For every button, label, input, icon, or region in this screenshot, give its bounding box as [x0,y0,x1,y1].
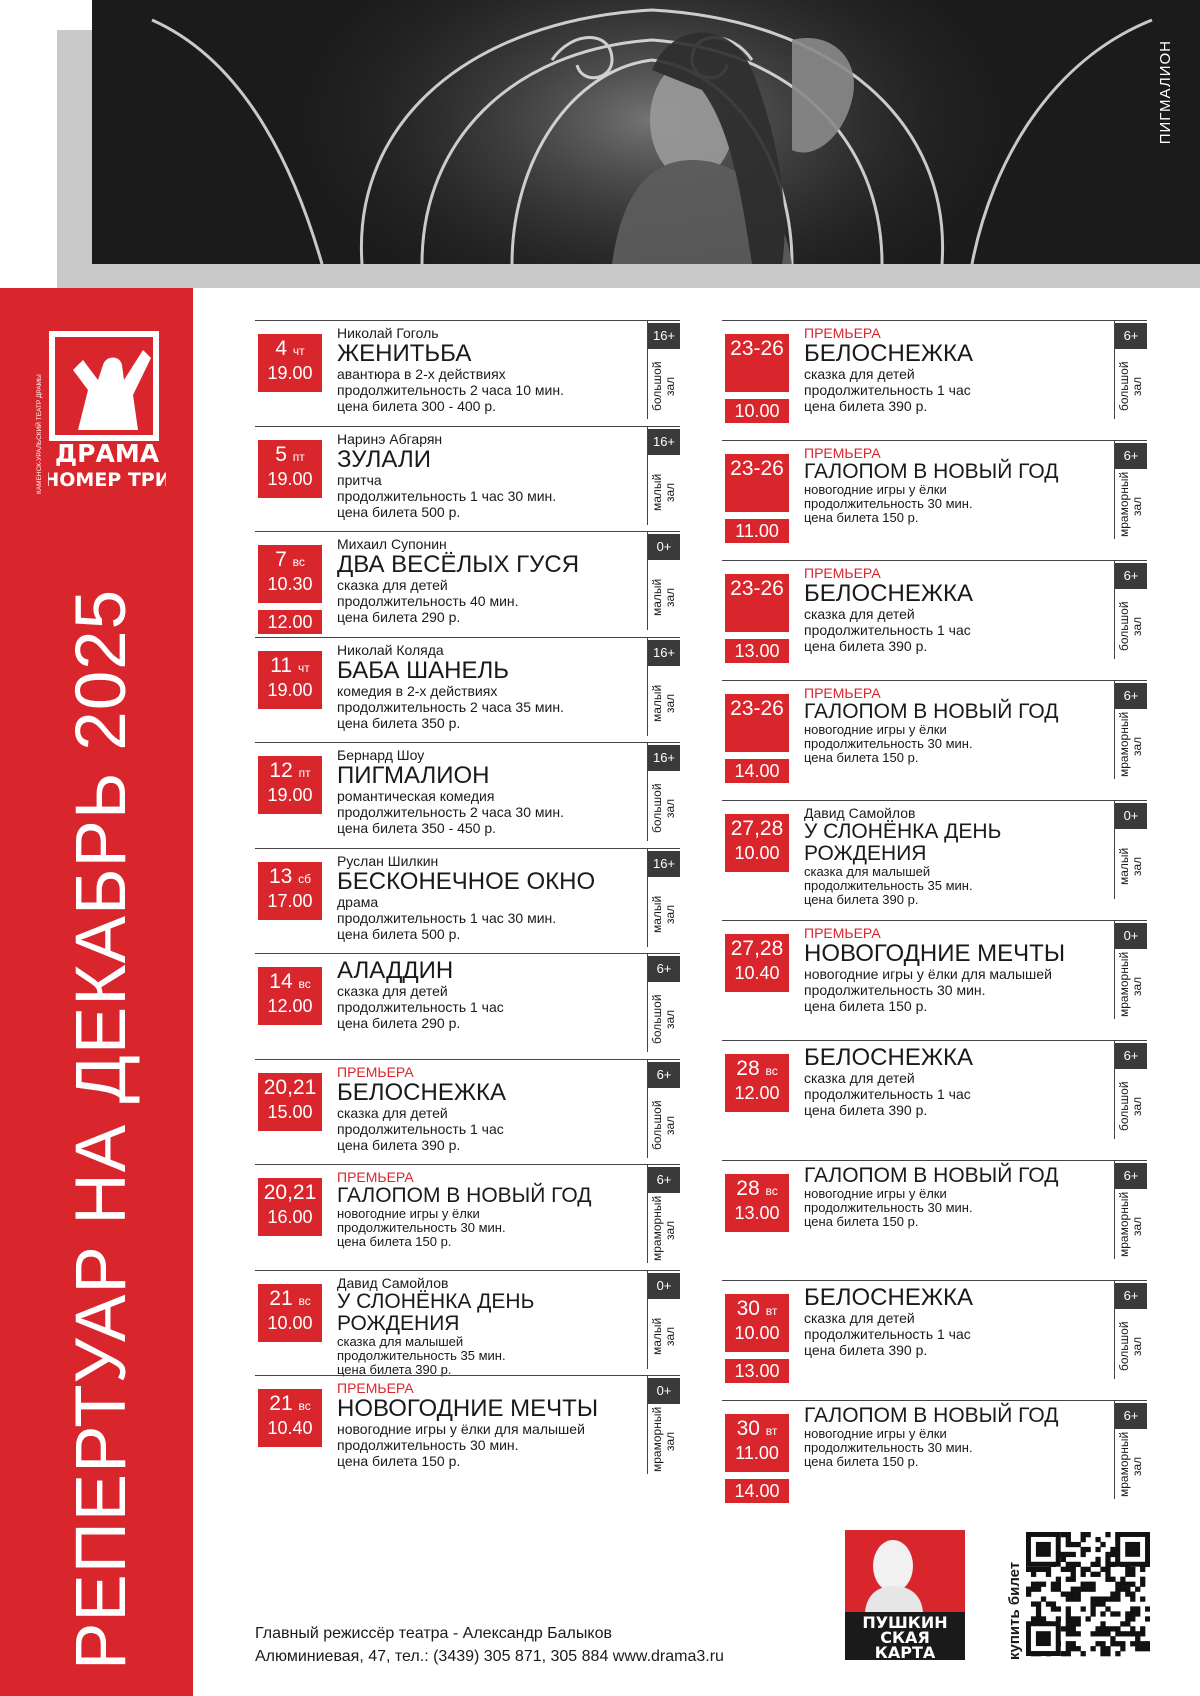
entry-side [647,743,680,841]
date-box [258,862,322,920]
entry-price: цена билета 390 р. [804,892,919,907]
entry-title: ПИГМАЛИОН [337,762,490,789]
entry-text [804,445,1094,525]
entry-text [804,1285,1094,1358]
entry-time-extra: 12.00 [258,610,322,634]
page-title: РЕПЕРТУАР НА ДЕКАБРЬ 2025 [62,588,141,1670]
date-box [258,967,322,1025]
entry-side [647,638,680,736]
entry-price: цена билета 300 - 400 р. [337,398,497,414]
age-badge: 0+ [648,1273,680,1299]
age-badge: 6+ [1115,1163,1147,1189]
entry-side [647,1271,680,1369]
entry-genre: сказка для детей [804,1070,915,1086]
entry-time-extra: 13.00 [725,639,789,663]
entry-title: НОВОГОДНИЕ МЕЧТЫ [804,940,1066,967]
hall-label: большой зал [650,1099,677,1150]
schedule-entry [255,426,680,525]
entry-duration: продолжительность 35 мин. [804,878,973,893]
entry-side [1114,321,1147,419]
entry-time: 11.00 [735,1443,779,1463]
entry-title: БЕЛОСНЕЖКА [337,1078,506,1106]
entry-date: 14 вс [269,970,311,993]
entry-date: 13 сб [268,864,312,888]
entry-price: цена билета 390 р. [337,1136,461,1153]
qr-code[interactable] [1026,1532,1150,1658]
entry-side [1114,1281,1147,1379]
age-badge: 0+ [1115,803,1147,829]
entry-text [337,536,627,625]
theatre-logo [48,330,166,490]
date-box [258,545,322,603]
age-badge: 6+ [1115,1283,1147,1309]
entry-duration: продолжительность 1 час [804,382,971,398]
entry-time: 12.00 [267,996,313,1016]
age-badge: 16+ [648,429,680,455]
date-box [258,334,322,392]
entry-genre: новогодние игры у ёлки [804,1186,947,1201]
entry-text [804,925,1094,1014]
entry-date: 4 чт [275,337,305,360]
entry-duration: продолжительность 30 мин. [804,736,973,751]
entry-genre: новогодние игры у ёлки [804,482,947,497]
entry-date: 27,28 [730,817,784,840]
footer [255,1622,724,1668]
schedule-entry [255,637,680,736]
entry-title: ГАЛОПОМ В НОВЫЙ ГОД [804,1164,1059,1187]
entry-title: БЕЛОСНЕЖКА [804,340,973,367]
entry-price: цена билета 390 р. [804,1342,928,1358]
schedule-entry [722,1160,1147,1259]
entry-side [647,1376,680,1474]
entry-time-extra: 14.00 [725,1479,789,1503]
entry-date: 12 пт [269,759,311,782]
entry-genre: новогодние игры у ёлки для малышей [804,966,1052,982]
entry-genre: сказка для детей [804,366,915,382]
date-box [258,651,322,709]
pushkin-line1: ПУШКИН [862,1613,948,1632]
date-box [725,1054,789,1112]
entry-genre: сказка для детей [804,1310,915,1326]
entry-time-extra: 14.00 [725,759,789,783]
entry-genre: новогодние игры у ёлки [337,1206,480,1221]
entry-text [337,1275,627,1377]
entry-time: 19.00 [267,468,313,489]
entry-side [647,532,680,630]
hall-label: мраморный зал [1117,1431,1144,1497]
age-badge: 6+ [1115,563,1147,589]
entry-genre: романтическая комедия [337,788,495,804]
entry-side [647,849,680,947]
qr-graphic [1026,1532,1150,1658]
entry-genre: сказка для детей [337,1104,448,1121]
entry-price: цена билета 350 - 450 р. [337,820,497,836]
entry-price: цена билета 150 р. [804,750,919,765]
entry-title: ДВА ВЕСЁЛЫХ ГУСЯ [337,551,580,578]
entry-text [337,1169,627,1249]
hall-label: мраморный зал [1117,1191,1144,1257]
entry-price: цена билета 390 р. [804,1102,928,1118]
date-box [725,574,789,632]
schedule-entry [722,1280,1147,1379]
entry-date: 21 вс [269,1286,311,1310]
date-box [258,1389,322,1447]
date-box [725,1414,789,1472]
entry-title: У СЛОНЁНКА ДЕНЬ РОЖДЕНИЯ [337,1289,535,1335]
footer-director: Главный режиссёр театра - Александр Балыков [255,1625,612,1642]
schedule-entry [255,953,680,1052]
premiere-label: ПРЕМЬЕРА [804,325,881,341]
premiere-label: ПРЕМЬЕРА [804,565,881,581]
entry-text [337,958,627,1031]
entry-text [804,325,1094,414]
hall-label: мраморный зал [650,1195,677,1261]
entry-duration: продолжительность 40 мин. [337,593,519,609]
age-badge: 6+ [648,956,680,982]
schedule-entry [722,560,1147,659]
pushkin-card-graphic [845,1530,965,1660]
premiere-label: ПРЕМЬЕРА [804,445,881,461]
entry-price: цена билета 350 р. [337,714,461,731]
entry-text [337,642,627,731]
entry-title: ГАЛОПОМ В НОВЫЙ ГОД [337,1184,592,1207]
entry-text [337,853,627,942]
entry-time: 10.00 [734,843,780,863]
entry-time: 10.40 [267,1418,313,1438]
entry-duration: продолжительность 1 час [804,1086,971,1102]
entry-text [337,431,627,520]
date-box [725,1294,789,1352]
photo-illustration [92,0,1200,264]
date-box [725,814,789,872]
entry-title: АЛАДДИН [337,957,454,984]
entry-date: 23-26 [730,457,784,480]
hall-label: большой зал [1117,361,1144,411]
entry-duration: продолжительность 1 час [337,1120,504,1137]
entry-price: цена билета 150 р. [804,510,919,525]
schedule-entry [255,1164,680,1263]
entry-text [337,747,627,836]
entry-time: 16.00 [267,1207,313,1227]
entry-date: 5 пт [275,442,305,466]
entry-side [647,1060,680,1158]
premiere-label: ПРЕМЬЕРА [337,1169,414,1185]
age-badge: 6+ [648,1167,680,1193]
hall-label: большой зал [650,994,677,1044]
entry-text [804,1405,1094,1469]
entry-title: БЕЛОСНЕЖКА [804,1284,973,1311]
hall-label: малый зал [650,683,677,722]
entry-duration: продолжительность 1 час [804,1326,971,1342]
date-box [725,1174,789,1232]
entry-duration: продолжительность 30 мин. [804,1200,973,1215]
date-box [725,454,789,512]
entry-date: 11 чт [270,653,310,677]
entry-title: ГАЛОПОМ В НОВЫЙ ГОД [804,700,1059,723]
entry-date: 23-26 [730,577,784,600]
age-badge: 16+ [648,640,680,666]
date-box [258,756,322,814]
entry-side [1114,1041,1147,1139]
schedule-entry [255,848,680,947]
entry-text [804,805,1094,907]
entry-genre: сказка для детей [804,606,915,622]
entry-time: 10.00 [267,1312,313,1333]
logo-mark [48,330,166,490]
entry-duration: продолжительность 2 часа 10 мин. [337,382,564,398]
entry-side [647,1165,680,1263]
entry-genre: авантюра в 2-х действиях [337,366,506,382]
entry-time: 19.00 [267,785,313,805]
schedule-entry [255,1059,680,1158]
entry-duration: продолжительность 2 часа 35 мин. [337,698,564,715]
hall-label: малый зал [1117,847,1144,885]
entry-time: 19.00 [267,679,313,700]
entry-duration: продолжительность 1 час [337,999,504,1015]
entry-time: 19.00 [267,363,313,383]
entry-genre: сказка для детей [337,983,448,999]
entry-side [647,321,680,419]
schedule-entry [722,680,1147,779]
schedule-entry [722,1040,1147,1139]
pushkin-line2: СКАЯ [880,1628,930,1647]
hall-label: большой зал [1117,1081,1144,1131]
entry-date: 28 вс [736,1057,778,1080]
schedule-entry [722,320,1147,419]
entry-author: Николай Гоголь [337,325,439,341]
entry-genre: сказка для малышей [337,1333,464,1349]
entry-time-extra: 11.00 [725,519,789,543]
hall-label: мраморный зал [650,1406,677,1472]
age-badge: 0+ [648,534,680,560]
age-badge: 6+ [1115,443,1147,469]
age-badge: 16+ [648,323,680,349]
age-badge: 6+ [1115,1403,1147,1429]
entry-side [1114,441,1147,539]
entry-price: цена билета 500 р. [337,925,461,942]
hall-label: большой зал [1117,601,1144,651]
entry-title: ЗУЛАЛИ [337,445,431,473]
entry-side [1114,681,1147,779]
age-badge: 6+ [1115,323,1147,349]
entry-author: Михаил Супонин [337,536,447,552]
entry-side [1114,561,1147,659]
pushkin-card-logo[interactable] [845,1530,965,1660]
logo-side-text: КАМЕНСК-УРАЛЬСКИЙ ТЕАТР ДРАМЫ [36,374,43,494]
entry-genre: комедия в 2-х действиях [337,682,498,699]
date-box [725,334,789,392]
entry-genre: новогодние игры у ёлки [804,1426,947,1441]
age-badge: 16+ [648,851,680,877]
hall-label: малый зал [650,578,677,616]
entry-price: цена билета 290 р. [337,609,461,625]
entry-time-extra: 10.00 [725,399,789,423]
date-box [258,1284,322,1342]
hall-label: малый зал [650,1316,677,1355]
age-badge: 6+ [648,1062,680,1088]
age-badge: 0+ [1115,923,1147,949]
date-box [725,694,789,752]
age-badge: 0+ [648,1378,680,1404]
entry-genre: новогодние игры у ёлки [804,722,947,737]
hall-label: мраморный зал [1117,471,1144,537]
age-badge: 6+ [1115,683,1147,709]
hall-label: малый зал [650,472,677,511]
hall-label: большой зал [650,783,677,833]
entry-side [647,427,680,525]
logo-line1: ДРАМА [54,439,160,468]
photo-caption: ПИГМАЛИОН [1157,40,1174,145]
date-box [258,440,322,498]
entry-duration: продолжительность 35 мин. [337,1347,506,1363]
entry-side [1114,1161,1147,1259]
entry-title: НОВОГОДНИЕ МЕЧТЫ [337,1395,599,1422]
entry-date: 28 вс [736,1177,778,1200]
entry-time: 17.00 [267,890,313,911]
entry-side [647,954,680,1052]
schedule-entry [722,800,1147,907]
hall-label: большой зал [650,361,677,411]
entry-side [1114,801,1147,899]
entry-price: цена билета 390 р. [804,638,928,654]
entry-genre: сказка для малышей [804,864,931,879]
entry-genre: сказка для детей [337,577,448,593]
entry-author: Давид Самойлов [804,805,916,821]
entry-title: ГАЛОПОМ В НОВЫЙ ГОД [804,460,1059,483]
hall-label: большой зал [1117,1321,1144,1371]
entry-author: Давид Самойлов [337,1274,449,1291]
entry-time-extra: 13.00 [725,1359,789,1383]
buy-ticket-label: купить билет [1006,1561,1023,1660]
entry-title: БЕСКОНЕЧНОЕ ОКНО [337,867,596,895]
entry-duration: продолжительность 30 мин. [804,1440,973,1455]
entry-genre: притча [337,471,382,488]
entry-text [337,325,627,414]
entry-text [804,565,1094,654]
entry-author: Бернард Шоу [337,747,425,763]
hall-label: мраморный зал [1117,951,1144,1017]
entry-author: Николай Коляда [337,641,444,658]
entry-price: цена билета 390 р. [804,398,928,414]
entry-price: цена билета 150 р. [804,1214,919,1229]
entry-side [1114,921,1147,1019]
entry-title: БЕЛОСНЕЖКА [804,1044,973,1071]
entry-text [337,1380,627,1469]
entry-duration: продолжительность 1 час 30 мин. [337,909,557,926]
entry-price: цена билета 150 р. [337,1234,452,1249]
entry-text [337,1064,627,1153]
premiere-label: ПРЕМЬЕРА [337,1380,414,1396]
entry-side [1114,1401,1147,1499]
entry-date: 7 вс [275,548,305,571]
hall-label: мраморный зал [1117,711,1144,777]
entry-date: 23-26 [730,337,784,360]
entry-text [804,1045,1094,1118]
schedule-entry [255,742,680,841]
entry-time: 15.00 [267,1101,313,1122]
entry-author: Руслан Шилкин [337,852,439,869]
entry-duration: продолжительность 1 час 30 мин. [337,487,557,504]
entry-genre: драма [337,893,379,910]
entry-title: ЖЕНИТЬБА [337,340,472,367]
entry-date: 21 вс [269,1392,311,1415]
entry-date: 27,28 [730,937,784,960]
entry-price: цена билета 150 р. [337,1453,461,1469]
entry-duration: продолжительность 30 мин. [804,496,973,511]
premiere-label: ПРЕМЬЕРА [804,925,881,941]
schedule-entry [722,440,1147,539]
entry-price: цена билета 290 р. [337,1015,461,1031]
header-photo [92,0,1200,264]
footer-address: Алюминиевая, 47, тел.: (3439) 305 871, 305 884 www.drama3.ru [255,1648,724,1665]
entry-price: цена билета 500 р. [337,503,461,520]
logo-line2: НОМЕР ТРИ [48,469,166,490]
age-badge: 6+ [1115,1043,1147,1069]
entry-author: Наринэ Абгарян [337,430,443,447]
schedule-entry [255,320,680,419]
schedule-entry [255,1270,680,1377]
date-box [258,1073,322,1131]
entry-title: ГАЛОПОМ В НОВЫЙ ГОД [804,1404,1059,1427]
hall-label: малый зал [650,894,677,933]
entry-duration: продолжительность 1 час [804,622,971,638]
entry-price: цена билета 390 р. [337,1361,452,1377]
age-badge: 16+ [648,745,680,771]
entry-time: 12.00 [734,1083,780,1103]
entry-text [804,685,1094,765]
entry-title: БАБА ШАНЕЛЬ [337,656,509,684]
entry-date: 23-26 [730,697,784,720]
entry-time: 10.00 [734,1323,780,1343]
entry-time: 13.00 [734,1203,780,1223]
entry-price: цена билета 150 р. [804,998,928,1014]
entry-duration: продолжительность 30 мин. [337,1437,519,1453]
schedule-entry [255,531,680,630]
entry-title: БЕЛОСНЕЖКА [804,580,973,607]
schedule-entry [722,1400,1147,1499]
schedule-entry [255,1375,680,1474]
entry-time: 10.30 [267,574,313,594]
premiere-label: ПРЕМЬЕРА [804,685,881,701]
entry-genre: новогодние игры у ёлки для малышей [337,1421,585,1437]
schedule-entry [722,920,1147,1019]
entry-date: 20,21 [263,1181,317,1204]
entry-time: 10.40 [734,963,780,983]
entry-duration: продолжительность 2 часа 30 мин. [337,804,564,820]
entry-text [804,1165,1094,1229]
entry-date: 30 вт [736,1297,778,1320]
entry-price: цена билета 150 р. [804,1454,919,1469]
entry-date: 20,21 [263,1075,317,1099]
entry-title: У СЛОНЁНКА ДЕНЬ РОЖДЕНИЯ [804,820,1002,865]
entry-date: 30 вт [736,1417,778,1440]
date-box [725,934,789,992]
entry-duration: продолжительность 30 мин. [337,1220,506,1235]
entry-duration: продолжительность 30 мин. [804,982,986,998]
date-box [258,1178,322,1236]
premiere-label: ПРЕМЬЕРА [337,1063,414,1080]
pushkin-line3: КАРТА [874,1643,936,1660]
